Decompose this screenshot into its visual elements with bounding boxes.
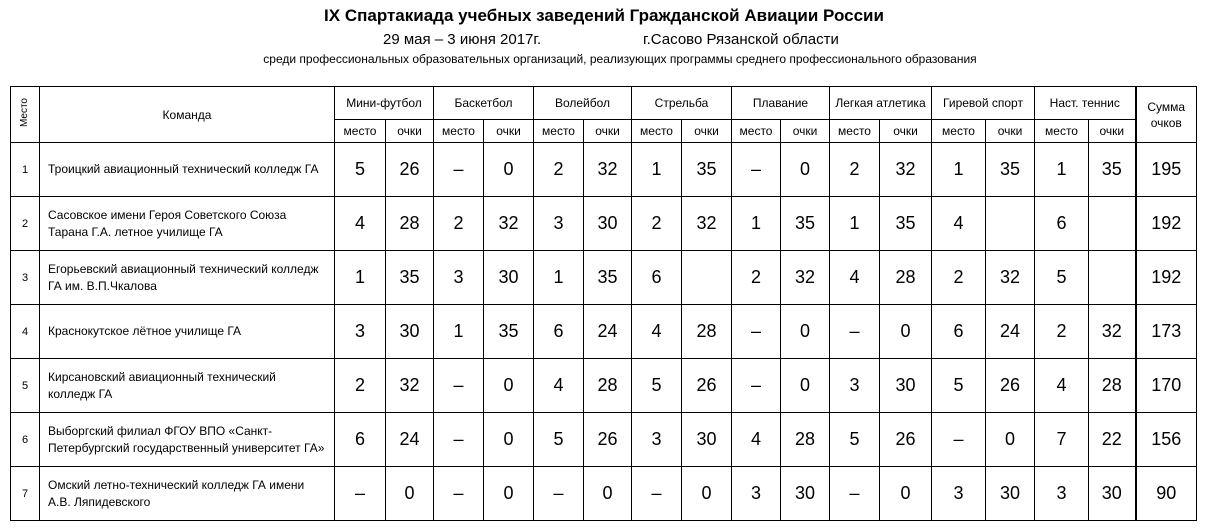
sub-header-points: очки	[484, 120, 534, 143]
sport-points-cell	[682, 251, 732, 305]
sport-place-cell: 3	[732, 467, 781, 521]
rank-cell: 3	[11, 251, 40, 305]
col-header-sport: Наст. теннис	[1035, 87, 1136, 120]
sport-points-cell: 35	[781, 197, 830, 251]
sport-points-cell: 35	[386, 251, 434, 305]
sport-points-cell: 30	[1089, 467, 1136, 521]
col-header-sport: Волейбол	[534, 87, 632, 120]
sport-points-cell: 22	[1089, 413, 1136, 467]
sport-place-cell: –	[534, 467, 584, 521]
sub-header-place: место	[1035, 120, 1089, 143]
sport-place-cell: 6	[335, 413, 386, 467]
sport-points-cell	[1089, 251, 1136, 305]
team-name-cell: Троицкий авиационный технический колледж ГА	[40, 143, 335, 197]
sport-place-cell: 5	[932, 359, 986, 413]
sport-place-cell: 1	[534, 251, 584, 305]
sport-points-cell: 30	[986, 467, 1035, 521]
sport-points-cell: 35	[682, 143, 732, 197]
sport-place-cell: 1	[830, 197, 880, 251]
sport-points-cell: 30	[682, 413, 732, 467]
sport-place-cell: 1	[932, 143, 986, 197]
table-row	[11, 305, 1197, 359]
sport-place-cell: –	[434, 359, 484, 413]
col-header-sport: Стрельба	[632, 87, 732, 120]
sport-place-cell: –	[434, 413, 484, 467]
sport-points-cell: 30	[880, 359, 932, 413]
sport-place-cell: 4	[732, 413, 781, 467]
sport-points-cell: 0	[880, 467, 932, 521]
sport-points-cell: 35	[880, 197, 932, 251]
table-row	[11, 467, 1197, 521]
sport-place-cell: 4	[632, 305, 682, 359]
sport-points-cell: 28	[880, 251, 932, 305]
sport-points-cell: 0	[386, 467, 434, 521]
sport-points-cell: 24	[986, 305, 1035, 359]
rank-cell: 6	[11, 413, 40, 467]
sport-points-cell: 26	[682, 359, 732, 413]
sport-place-cell: 1	[335, 251, 386, 305]
sport-place-cell: 2	[830, 143, 880, 197]
total-points-cell: 192	[1136, 251, 1197, 305]
sport-points-cell: 24	[584, 305, 632, 359]
total-points-cell: 192	[1136, 197, 1197, 251]
team-name-cell: Егорьевский авиационный технический колледж ГА им. В.П.Чкалова	[40, 251, 335, 305]
sport-points-cell: 26	[986, 359, 1035, 413]
total-points-cell: 90	[1136, 467, 1197, 521]
sub-header-place: место	[632, 120, 682, 143]
sport-place-cell: 7	[1035, 413, 1089, 467]
sub-header-place: место	[732, 120, 781, 143]
table-row	[11, 359, 1197, 413]
sport-place-cell: 2	[732, 251, 781, 305]
sub-header-points: очки	[584, 120, 632, 143]
sport-place-cell: 5	[534, 413, 584, 467]
table-row	[11, 197, 1197, 251]
sport-place-cell: –	[335, 467, 386, 521]
sport-points-cell: 28	[1089, 359, 1136, 413]
page-title: IX Спартакиада учебных заведений Гражданской Авиации России	[324, 6, 884, 25]
rank-cell: 5	[11, 359, 40, 413]
col-header-sport: Плавание	[732, 87, 830, 120]
col-header-place: Место	[11, 87, 40, 143]
sport-points-cell: 32	[682, 197, 732, 251]
table-row	[11, 143, 1197, 197]
event-dates: 29 мая – 3 июня 2017г.	[383, 31, 542, 48]
col-header-team: Команда	[40, 87, 335, 143]
sport-place-cell: 5	[830, 413, 880, 467]
sport-points-cell: 0	[986, 413, 1035, 467]
total-points-cell: 156	[1136, 413, 1197, 467]
sport-place-cell: 4	[830, 251, 880, 305]
sub-header-place: место	[932, 120, 986, 143]
sport-points-cell: 32	[880, 143, 932, 197]
sport-place-cell: –	[732, 359, 781, 413]
sport-place-cell: –	[434, 467, 484, 521]
col-header-sport: Гиревой спорт	[932, 87, 1035, 120]
sport-place-cell: 4	[534, 359, 584, 413]
rank-cell: 1	[11, 143, 40, 197]
sport-place-cell: 4	[1035, 359, 1089, 413]
sport-points-cell: 24	[386, 413, 434, 467]
sport-place-cell: 2	[1035, 305, 1089, 359]
sub-header-place: место	[534, 120, 584, 143]
sport-points-cell: 0	[781, 359, 830, 413]
sport-points-cell: 28	[781, 413, 830, 467]
sub-header-points: очки	[986, 120, 1035, 143]
sport-place-cell: –	[632, 467, 682, 521]
sport-place-cell: 3	[1035, 467, 1089, 521]
col-header-sport: Легкая атлетика	[830, 87, 932, 120]
sport-points-cell: 0	[781, 305, 830, 359]
event-location: г.Сасово Рязанской области	[643, 31, 839, 48]
sport-points-cell: 0	[484, 467, 534, 521]
sub-header-points: очки	[386, 120, 434, 143]
sport-points-cell: 0	[781, 143, 830, 197]
sport-place-cell: 5	[1035, 251, 1089, 305]
sport-points-cell: 32	[986, 251, 1035, 305]
sub-header-points: очки	[682, 120, 732, 143]
sport-points-cell: 32	[584, 143, 632, 197]
sport-points-cell: 28	[682, 305, 732, 359]
sport-points-cell: 26	[386, 143, 434, 197]
col-header-sport: Баскетбол	[434, 87, 534, 120]
col-header-total: Сумма очков	[1136, 87, 1197, 143]
sport-place-cell: 4	[932, 197, 986, 251]
sport-place-cell: 6	[632, 251, 682, 305]
sport-place-cell: 5	[632, 359, 682, 413]
table-row	[11, 413, 1197, 467]
sport-place-cell: 3	[632, 413, 682, 467]
team-name-cell: Сасовское имени Героя Советского Союза Тарана Г.А. летное училище ГА	[40, 197, 335, 251]
sport-points-cell: 26	[584, 413, 632, 467]
sport-place-cell: 6	[932, 305, 986, 359]
sport-place-cell: 3	[830, 359, 880, 413]
sport-points-cell: 0	[682, 467, 732, 521]
sport-points-cell: 32	[781, 251, 830, 305]
sport-points-cell: 30	[781, 467, 830, 521]
sport-points-cell	[986, 197, 1035, 251]
rank-cell: 2	[11, 197, 40, 251]
sport-place-cell: 2	[534, 143, 584, 197]
sport-points-cell: 32	[484, 197, 534, 251]
sport-place-cell: 2	[434, 197, 484, 251]
sport-points-cell: 30	[584, 197, 632, 251]
sport-place-cell: –	[732, 305, 781, 359]
sport-points-cell: 28	[584, 359, 632, 413]
sub-header-points: очки	[880, 120, 932, 143]
sport-place-cell: 6	[1035, 197, 1089, 251]
sub-header-place: место	[434, 120, 484, 143]
sport-points-cell: 35	[986, 143, 1035, 197]
sport-place-cell: 3	[335, 305, 386, 359]
sport-points-cell: 0	[484, 413, 534, 467]
sport-points-cell: 28	[386, 197, 434, 251]
team-name-cell: Краснокутское лётное училище ГА	[40, 305, 335, 359]
rank-cell: 4	[11, 305, 40, 359]
sport-points-cell: 32	[386, 359, 434, 413]
sport-place-cell: 2	[632, 197, 682, 251]
sport-place-cell: 3	[434, 251, 484, 305]
sport-place-cell: 5	[335, 143, 386, 197]
sport-points-cell: 35	[584, 251, 632, 305]
sport-place-cell: 4	[335, 197, 386, 251]
sport-place-cell: –	[434, 143, 484, 197]
table-row	[11, 251, 1197, 305]
sport-points-cell: 30	[386, 305, 434, 359]
sport-points-cell: 35	[484, 305, 534, 359]
sport-place-cell: 1	[434, 305, 484, 359]
sport-place-cell: 3	[932, 467, 986, 521]
sub-header-points: очки	[1089, 120, 1136, 143]
sport-points-cell: 0	[484, 359, 534, 413]
sport-place-cell: –	[932, 413, 986, 467]
total-points-cell: 173	[1136, 305, 1197, 359]
team-name-cell: Кирсановский авиационный технический колледж ГА	[40, 359, 335, 413]
total-points-cell: 195	[1136, 143, 1197, 197]
results-table	[10, 86, 1197, 521]
sport-points-cell: 30	[484, 251, 534, 305]
team-name-cell: Омский летно-технический колледж ГА имени А.В. Ляпидевского	[40, 467, 335, 521]
sport-place-cell: –	[830, 467, 880, 521]
sport-points-cell: 0	[880, 305, 932, 359]
event-subtitle: среди профессиональных образовательных организаций, реализующих программы среднего профессионального образования	[263, 52, 977, 66]
sport-place-cell: 2	[932, 251, 986, 305]
sport-points-cell	[1089, 197, 1136, 251]
sport-points-cell: 26	[880, 413, 932, 467]
sport-place-cell: 6	[534, 305, 584, 359]
col-header-sport: Мини-футбол	[335, 87, 434, 120]
sub-header-place: место	[830, 120, 880, 143]
sub-header-points: очки	[781, 120, 830, 143]
rank-cell: 7	[11, 467, 40, 521]
sport-place-cell: –	[732, 143, 781, 197]
team-name-cell: Выборгский филиал ФГОУ ВПО «Санкт-Петербургский государственный университет ГА»	[40, 413, 335, 467]
sport-points-cell: 0	[484, 143, 534, 197]
sport-place-cell: 3	[534, 197, 584, 251]
sport-place-cell: 1	[1035, 143, 1089, 197]
sport-place-cell: 2	[335, 359, 386, 413]
sport-points-cell: 0	[584, 467, 632, 521]
total-points-cell: 170	[1136, 359, 1197, 413]
sport-place-cell: 1	[732, 197, 781, 251]
sport-place-cell: 1	[632, 143, 682, 197]
sport-points-cell: 35	[1089, 143, 1136, 197]
sport-points-cell: 32	[1089, 305, 1136, 359]
sport-place-cell: –	[830, 305, 880, 359]
sub-header-place: место	[335, 120, 386, 143]
